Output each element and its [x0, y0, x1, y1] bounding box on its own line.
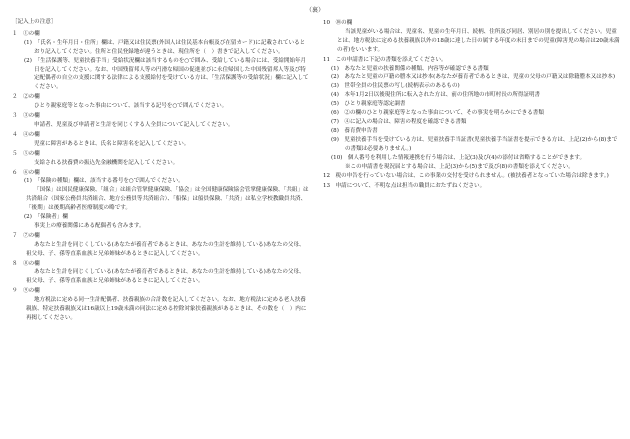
paragraph: あなたと生計を同じくしている(あなたが養育者であるときは、あなたの生計を維持している)あなたの父母、祖父母、子、孫等直系血族と兄弟姉妹があるときに記入してください。 [26, 241, 305, 257]
list-item: (8) 養育費申告書 [331, 127, 378, 134]
subsection-text: (2) 「生活保護等、児童扶養手当」受給状況欄は該当するものを○で囲み、受給している場合には、受給開始年月日を記入してください。なお、中国残留邦人等の円滑な帰国の促進並びに永住帰国した中国残留邦人等及び特定配偶者の自立の支援に関する法律による支援給付を受けている方は、「生活保護等の受給状況」欄に記入してください。 [24, 57, 309, 91]
page-side-label: （裏） [305, 7, 325, 14]
list-item: (4) 本年1月2日以後現住所に転入された方は、前の住所地の市町村長の所得証明書 [331, 92, 541, 99]
section-heading: １ ①の欄 [12, 30, 40, 37]
list-item: (7) ④に記入の場合は、障害の程度を確認できる書類 [331, 118, 467, 125]
section-heading: ５ ⑤の欄 [12, 150, 40, 157]
paragraph: ひとり親家庭等となった事由について、該当する記号を○で囲んでください。 [34, 103, 228, 110]
paragraph: 地方税法に定める同一生計配偶者、扶養親族の合計数を記入してください。なお、地方税法に定める老人扶養親族、特定扶養親族又は16歳以上19歳未満の同法に定める控除対象扶養親族があるときは、その数を（ ）内に再掲してください。 [26, 297, 307, 321]
list-item: (3) 世帯全員の住民票の写し(続柄表示のあるもの) [331, 83, 460, 90]
paragraph: あなたと生計を同じくしている(あなたが養育者であるときは、あなたの生計を維持している)あなたの父母、祖父母、子、孫等直系血族と兄弟姉妹があるときに記入してください。 [26, 269, 305, 285]
paragraph: 支給される扶養費の振込先金融機関を記入してください。 [34, 159, 179, 166]
section-heading: 12 税の申告を行っていない場合は、この事業の交付を受けられません。(被扶養者となっていた場合は除きます。) [323, 173, 609, 180]
section-heading: 11 この申請書に下記の書類を添えてください。 [323, 56, 447, 63]
notes-heading: ［記入上の注意］ [12, 19, 57, 25]
subsection-text: (2) 「保険者」欄 [24, 214, 68, 221]
section-heading: ２ ②の欄 [12, 94, 40, 101]
list-item: (6) ②の欄のひとり親家庭等となった事由について、その事実を明らかにできる書類 [331, 110, 544, 117]
left-column [12, 18, 309, 323]
paragraph: ※この申請書を現況届とする場合は、上記(3)から(5)まで及び(8)の書類を添えてください。 [345, 163, 574, 170]
list-item: (9) 児童扶養手当を受けている方は、児童扶養手当証書(児童扶養手当証書を提示できる方は、上記(2)から(8)までの書類は必要ありません。) [331, 136, 618, 152]
paragraph: 児童に障害があるときは、氏名と障害名を記入してください。 [34, 140, 190, 147]
section-heading: 10 ⑩の欄 [323, 20, 353, 26]
paragraph: 「国保」は国民健康保険、「組合」は組合管掌健康保険、「協会」は全国健康保険協会管掌健康保険、「共組」は共済組合（国家公務員共済組合、地方公務員等共済組合）、「船保」は船員保険、「共済」は私立学校教職員共済、「後期」は後期高齢者医療制度の略です。 [26, 187, 309, 212]
paragraph: 申請者、児童及び申請者と生計を同じくする人全員について記入してください。 [34, 121, 234, 128]
section-heading: ３ ③の欄 [12, 113, 40, 120]
section-heading: ７ ⑦の欄 [12, 232, 40, 239]
right-column [323, 18, 620, 323]
paragraph: 当該児童がいる場合は、児童名、児童の生年月日、続柄、住所及び同居、別居の別を提出してください。児童とは、地方税法に定める扶養親族以外の18歳に達した日の属する年度の末日までの児童(障害児の場合は20歳未満の者)をいいます。 [337, 28, 620, 53]
list-item: (1) あなたと児童の扶養関係の種類、内容等が確認できる書類 [331, 65, 489, 72]
section-heading: 13 申請について、不明な点は担当の職員におたずねください。 [323, 183, 486, 190]
section-heading: ６ ⑥の欄 [12, 169, 40, 176]
paragraph: 事実上の療養関係にある配偶者も含みます。 [34, 222, 145, 229]
list-item: (2) あなたと児童の戸籍の謄本又は抄本(あなたが養育者であるときは、児童の父母の戸籍又は除籍謄本又は抄本) [331, 74, 615, 81]
subsection-text: (1) 「保険の種類」欄は、該当する番号を○で囲んでください。 [24, 178, 184, 185]
list-item: (10) 個人番号を利用した情報連携を行う場合は、上記(3)及び(4)の添付は省略することができます。 [331, 154, 586, 161]
section-heading: ８ ⑧の欄 [12, 260, 40, 267]
subsection-text: (1) 「氏名・生年月日・住所」欄は、戸籍又は住民票(外国人は住民基本台帳及び在留カード)に記載されているとおり記入してください。住所と住民登録地が違うときは、現住所を（ ）書きで記入してください。 [24, 39, 306, 55]
columns [12, 18, 620, 323]
list-item: (5) ひとり親家庭等認定調書 [331, 101, 406, 108]
section-heading: ４ ④の欄 [12, 131, 40, 138]
section-heading: ９ ⑨の欄 [12, 288, 40, 295]
